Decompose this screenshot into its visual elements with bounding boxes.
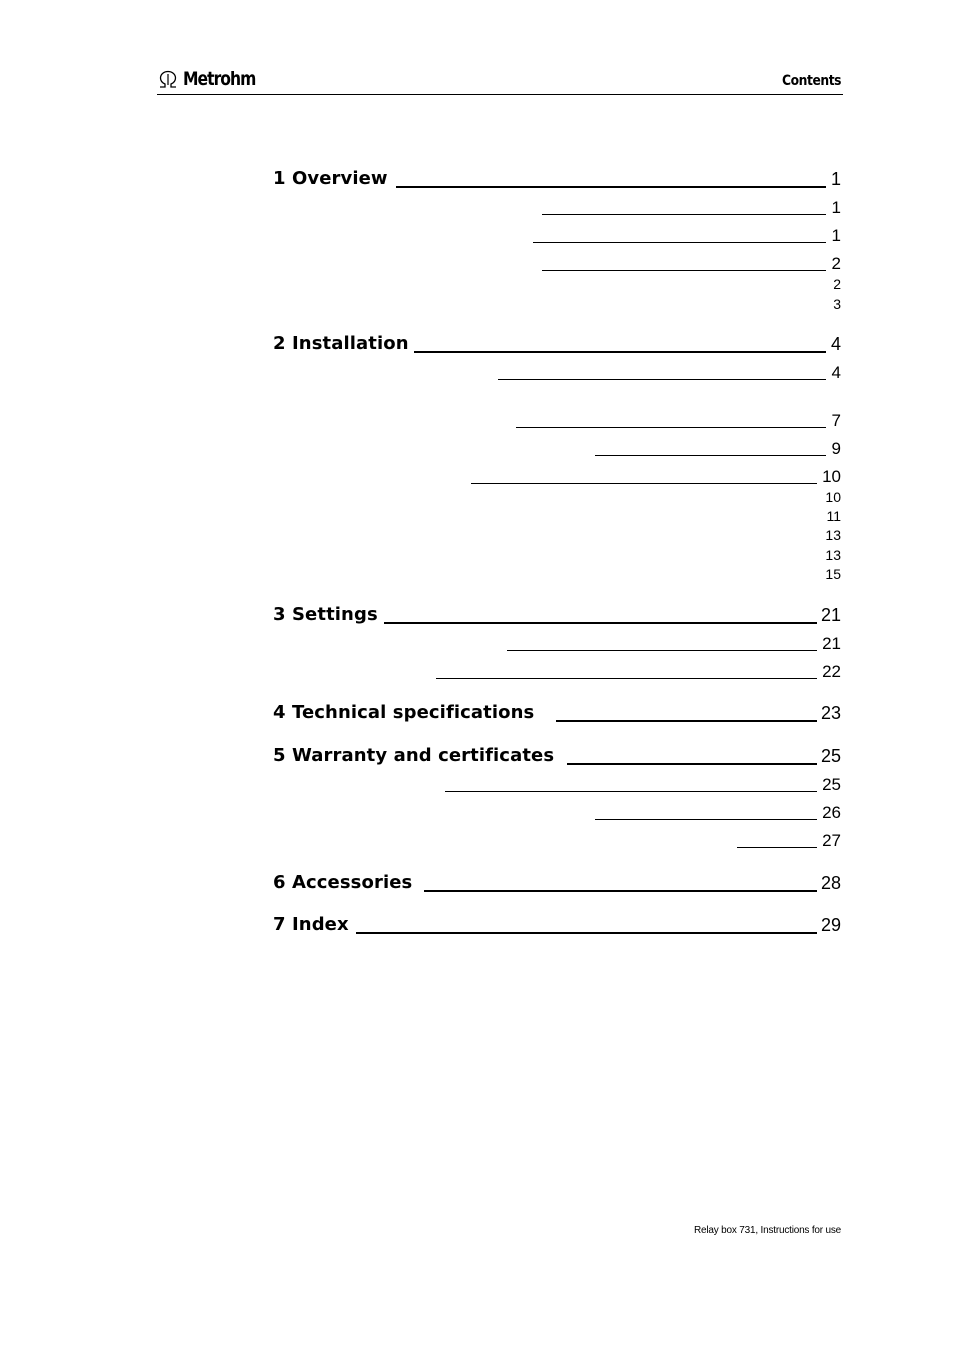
toc-leader (414, 351, 826, 353)
toc-leader (595, 455, 826, 456)
toc-sub-page[interactable]: 9 (831, 439, 841, 458)
toc-sub-page[interactable]: 1 (831, 226, 841, 245)
toc-chapter-1-title[interactable]: 1 Overview (273, 168, 388, 189)
toc-leader (542, 270, 826, 271)
toc-sub-page[interactable]: 10 (822, 467, 841, 486)
toc-subsub-page[interactable]: 11 (826, 508, 841, 524)
toc-leader (445, 791, 817, 792)
toc-subsub-page[interactable]: 13 (825, 527, 841, 543)
toc-sub-page[interactable]: 22 (822, 662, 841, 681)
toc-leader (396, 186, 826, 188)
toc-sub-page[interactable]: 1 (831, 198, 841, 217)
toc-subsub-page[interactable]: 3 (833, 296, 841, 312)
toc-subsub-page[interactable]: 13 (825, 547, 841, 563)
toc-sub-page[interactable]: 25 (822, 775, 841, 794)
toc-chapter-2-title[interactable]: 2 Installation (273, 333, 409, 354)
toc-leader (507, 650, 817, 651)
brand-name: Metrohm (183, 68, 256, 90)
toc-sub-page[interactable]: 4 (831, 363, 841, 382)
toc-chapter-4-title[interactable]: 4 Technical specifications (273, 702, 535, 723)
toc-leader (424, 890, 817, 892)
toc-leader (498, 379, 826, 380)
toc-chapter-7-title[interactable]: 7 Index (273, 914, 349, 935)
toc-chapter-1-page[interactable]: 1 (830, 169, 841, 189)
toc-chapter-6-page[interactable]: 28 (820, 873, 841, 893)
toc-leader (436, 678, 817, 679)
toc-leader (356, 932, 817, 934)
toc-leader (471, 483, 817, 484)
header-section-title: Contents (781, 73, 841, 89)
toc-subsub-page[interactable]: 15 (825, 566, 841, 582)
toc-sub-page[interactable]: 7 (831, 411, 841, 430)
toc-chapter-3-page[interactable]: 21 (820, 605, 841, 625)
toc-leader (533, 242, 826, 243)
toc-chapter-4-page[interactable]: 23 (820, 703, 841, 723)
toc-subsub-page[interactable]: 10 (825, 489, 841, 505)
page-footer: Relay box 731, Instructions for use (694, 1225, 841, 1236)
toc-leader (556, 720, 817, 722)
toc-chapter-3-title[interactable]: 3 Settings (273, 604, 378, 625)
toc-chapter-5-title[interactable]: 5 Warranty and certificates (273, 745, 555, 766)
toc-chapter-5-page[interactable]: 25 (820, 746, 841, 766)
toc-leader (737, 847, 817, 848)
toc-leader (595, 819, 817, 820)
toc-leader (384, 622, 817, 624)
toc-sub-page[interactable]: 27 (822, 831, 841, 850)
toc-leader (516, 427, 826, 428)
toc-sub-page[interactable]: 26 (822, 803, 841, 822)
toc-subsub-page[interactable]: 2 (833, 276, 841, 292)
toc-chapter-2-page[interactable]: 4 (830, 334, 841, 354)
toc-leader (542, 214, 826, 215)
toc-leader (567, 763, 817, 765)
toc-sub-page[interactable]: 2 (831, 254, 841, 273)
toc-sub-page[interactable]: 21 (822, 634, 841, 653)
toc-chapter-7-page[interactable]: 29 (820, 915, 841, 935)
toc-chapter-6-title[interactable]: 6 Accessories (273, 872, 413, 893)
